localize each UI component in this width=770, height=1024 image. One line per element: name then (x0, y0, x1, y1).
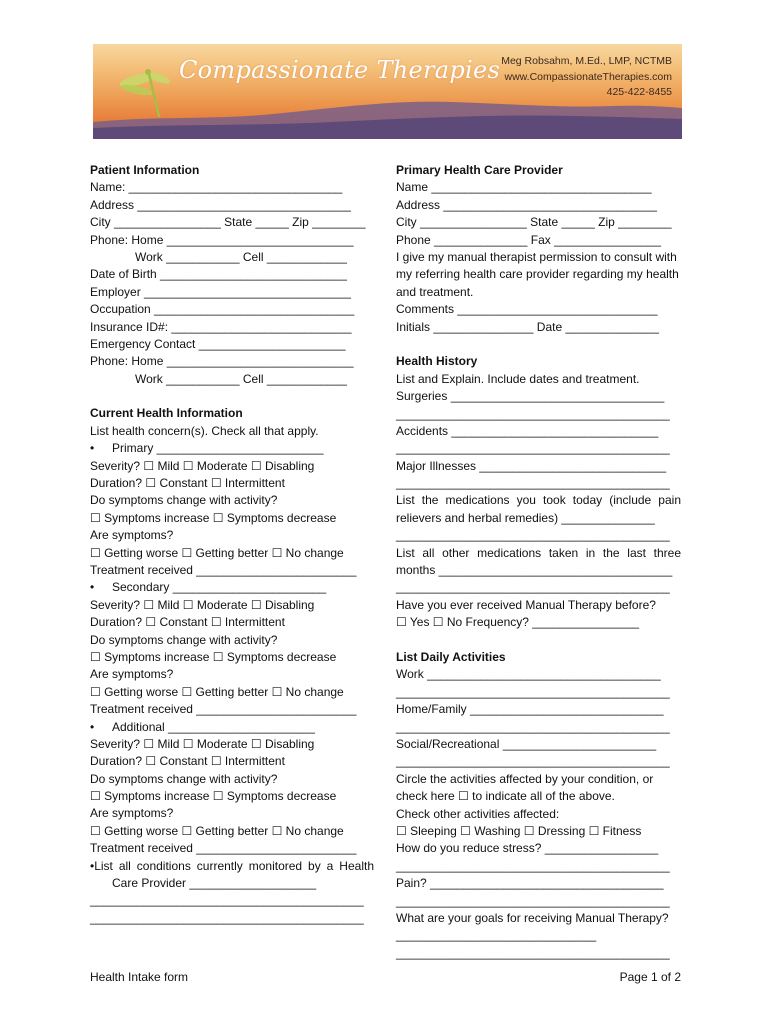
bullet-icon: • (90, 580, 95, 595)
form-line: Initials _______________ Date ______________ (396, 319, 659, 334)
form-line: City ________________ State _____ Zip ________ (396, 215, 672, 230)
form-line: Are symptoms? (90, 528, 174, 543)
form-line: _________________________________________ (396, 858, 670, 873)
form-line: Occupation ______________________________ (90, 302, 355, 317)
form-line: Do symptoms change with activity? (90, 493, 278, 508)
form-line: _________________________________________ (396, 893, 670, 908)
bullet-text: Primary _________________________ (112, 441, 324, 456)
form-line: Name: ________________________________ (90, 180, 343, 195)
form-line: Treatment received ________________________ (90, 841, 357, 856)
form-line: Work ___________ Cell ____________ (135, 371, 347, 386)
form-line: Home/Family _____________________________ (396, 702, 664, 717)
right-column (396, 162, 681, 962)
form-line: List the medications you took today (include pain relievers and herbal remedies) ______________ (396, 493, 681, 525)
form-line: ☐ Yes ☐ No Frequency? ________________ (396, 615, 640, 630)
form-line: ☐ Getting worse ☐ Getting better ☐ No change (90, 684, 344, 699)
contact-info (501, 54, 672, 101)
form-line: What are your goals for receiving Manual Therapy? ______________________________ (396, 910, 669, 943)
section-heading: List Daily Activities (396, 650, 506, 665)
form-line: Social/Recreational _______________________ (396, 737, 657, 751)
form-line: Surgeries ________________________________ (396, 389, 665, 404)
bullet-item (90, 579, 374, 596)
form-line: List and Explain. Include dates and treatment. (396, 371, 640, 386)
form-line: _________________________________________ (396, 684, 670, 699)
form-line: ☐ Symptoms increase ☐ Symptoms decrease (90, 789, 337, 804)
form-line: I give my manual therapist permission to consult with my referring health care provider regarding my health and treatment. (396, 249, 679, 299)
form-line: Circle the activities affected by your condition, or check here ☐ to indicate all of the above. (396, 771, 654, 804)
form-line: _________________________________________ (396, 528, 670, 543)
header-banner (93, 44, 682, 139)
form-line: Work ___________ Cell ____________ (135, 249, 347, 264)
form-line: Treatment received ________________________ (90, 702, 357, 717)
footer-form-name: Health Intake form (90, 970, 189, 984)
bullet-text: Secondary _______________________ (112, 580, 327, 595)
spacer (90, 388, 374, 405)
form-line: Phone: Home ____________________________ (90, 354, 354, 369)
form-line: List all other medications taken in the last three months ___________________________________ (396, 545, 681, 578)
form-line: ☐ Sleeping ☐ Washing ☐ Dressing ☐ Fitness (396, 823, 642, 838)
form-line: Phone ______________ Fax ________________ (396, 232, 661, 247)
form-line: ☐ Symptoms increase ☐ Symptoms decrease (90, 649, 337, 664)
form-line: Accidents _______________________________ (396, 423, 659, 438)
form-line: Severity? ☐ Mild ☐ Moderate ☐ Disabling (90, 597, 315, 612)
spacer (396, 336, 681, 353)
bullet-icon: • (90, 858, 95, 873)
bullet-icon: • (90, 441, 95, 456)
form-line: Severity? ☐ Mild ☐ Moderate ☐ Disabling (90, 458, 315, 473)
form-line: Do symptoms change with activity? (90, 632, 278, 647)
form-line: _________________________________________ (396, 754, 670, 769)
form-line: Major Illnesses ____________________________ (396, 458, 667, 473)
form-line: _________________________________________ (396, 441, 670, 456)
form-line: Address ________________________________ (90, 197, 351, 212)
bullet-item (90, 858, 374, 893)
form-line: Employer _______________________________ (90, 284, 351, 299)
form-line: _________________________________________ (396, 476, 670, 491)
section-heading: Health History (396, 354, 478, 369)
form-line: Phone: Home ____________________________ (90, 232, 354, 247)
form-line: Treatment received ________________________ (90, 562, 357, 577)
bullet-icon: • (90, 719, 95, 734)
contact-name: Meg Robsahm, M.Ed., LMP, NCTMB (501, 55, 672, 67)
form-line: _________________________________________ (396, 945, 670, 960)
form-line: Duration? ☐ Constant ☐ Intermittent (90, 615, 285, 630)
form-line: Insurance ID#: ___________________________ (90, 319, 352, 334)
form-line: Have you ever received Manual Therapy before? (396, 597, 656, 612)
bullet-item (90, 719, 374, 736)
section-heading: Current Health Information (90, 406, 243, 421)
form-line: Work ___________________________________ (396, 667, 661, 682)
form-line: Name _________________________________ (396, 180, 652, 195)
contact-phone: 425-422-8455 (606, 86, 672, 98)
form-line: Do symptoms change with activity? (90, 771, 278, 786)
form-line: ☐ Getting worse ☐ Getting better ☐ No change (90, 823, 344, 838)
form-line: _________________________________________ (396, 719, 670, 734)
bullet-item (90, 440, 374, 457)
form-line: ☐ Symptoms increase ☐ Symptoms decrease (90, 510, 337, 525)
section-heading: Primary Health Care Provider (396, 163, 563, 177)
form-line: Address ________________________________ (396, 197, 657, 212)
footer-page-number: Page 1 of 2 (619, 970, 681, 984)
bullet-text: Additional ______________________ (112, 719, 315, 734)
form-line: Severity? ☐ Mild ☐ Moderate ☐ Disabling (90, 736, 315, 751)
form-line: Comments ______________________________ (396, 302, 658, 317)
form-line: ☐ Getting worse ☐ Getting better ☐ No change (90, 545, 344, 560)
form-line: List health concern(s). Check all that apply. (90, 423, 319, 438)
brand-name: Compassionate Therapies (179, 56, 501, 84)
form-line: Date of Birth ____________________________ (90, 267, 347, 282)
form-line: _________________________________________ (90, 893, 364, 908)
form-line: Duration? ☐ Constant ☐ Intermittent (90, 476, 285, 491)
section-heading: Patient Information (90, 163, 200, 177)
form-line: Are symptoms? (90, 667, 174, 682)
form-line: Are symptoms? (90, 806, 174, 821)
bullet-text: List all conditions currently monitored by a Health Care Provider ___________________ (94, 858, 374, 891)
form-line: How do you reduce stress? _________________ (396, 841, 659, 856)
form-line: _________________________________________ (396, 580, 670, 595)
form-line: Pain? ___________________________________ (396, 876, 664, 891)
form-line: Emergency Contact ______________________ (90, 336, 346, 351)
form-line: Duration? ☐ Constant ☐ Intermittent (90, 754, 285, 769)
left-column (90, 162, 374, 927)
form-line: _________________________________________ (90, 910, 364, 925)
form-line: City ________________ State _____ Zip ________ (90, 215, 366, 230)
form-line: Check other activities affected: (396, 806, 560, 821)
form-line: _________________________________________ (396, 406, 670, 421)
spacer (396, 632, 681, 649)
dragonfly-logo (115, 60, 175, 120)
contact-website: www.CompassionateTherapies.com (504, 70, 672, 83)
